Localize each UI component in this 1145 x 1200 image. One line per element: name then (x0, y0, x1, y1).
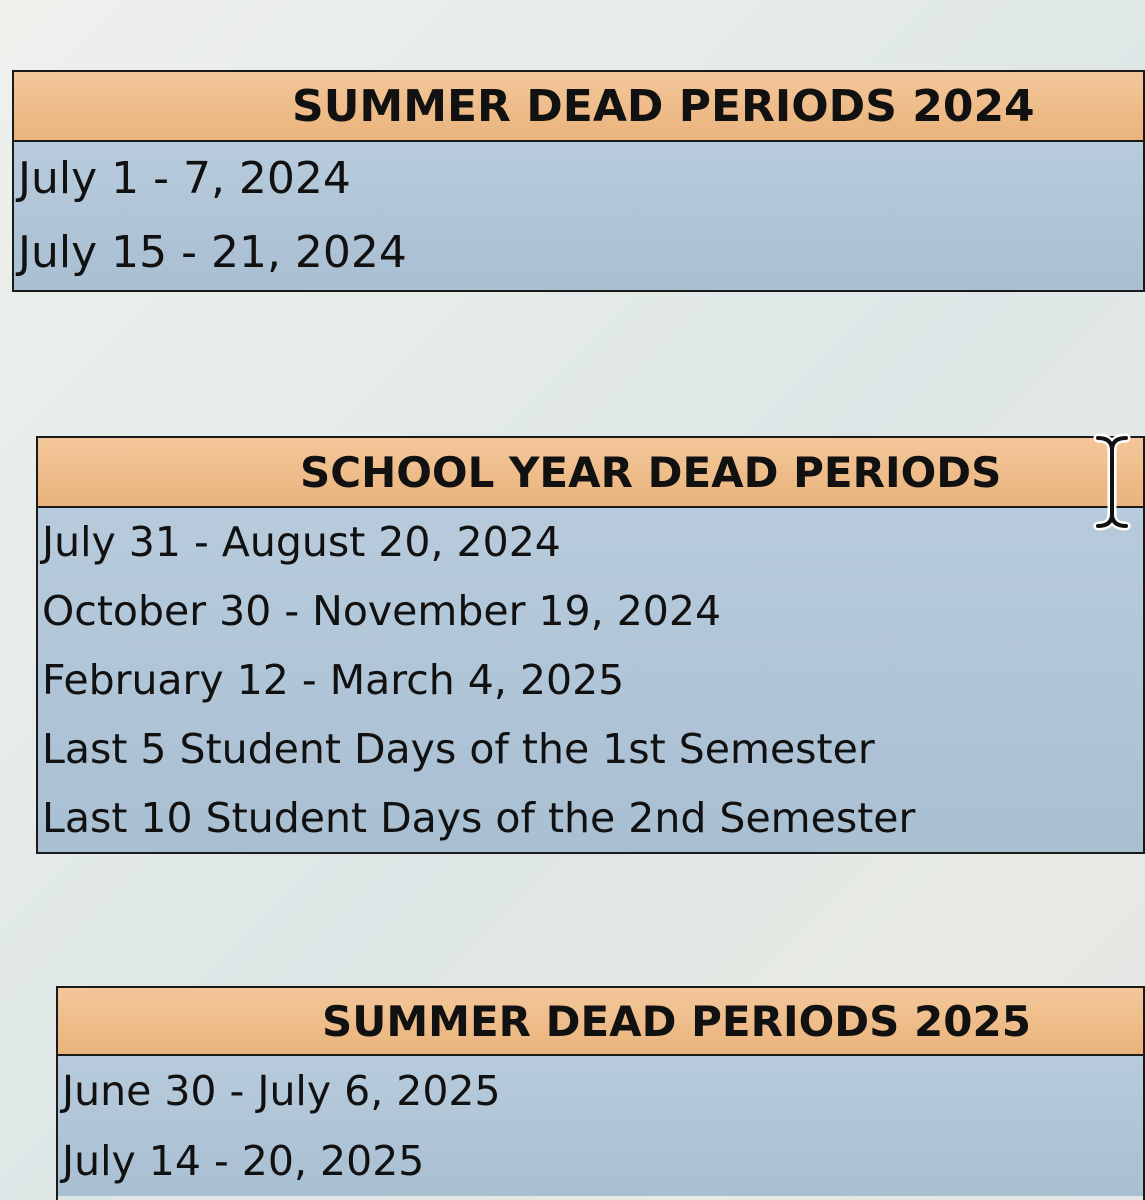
table-cell[interactable]: July 14 - 20, 2025 (62, 1137, 425, 1185)
table-body (58, 1056, 1143, 1196)
table-cell[interactable]: July 31 - August 20, 2024 (42, 518, 561, 566)
table-body (14, 142, 1143, 290)
summer-dead-periods-2024-table (12, 70, 1145, 292)
text-cursor-ibeam-icon (1084, 432, 1140, 532)
table-header[interactable]: SUMMER DEAD PERIODS 2025 (58, 988, 1143, 1056)
table-cell[interactable]: July 1 - 7, 2024 (18, 153, 351, 204)
table-cell[interactable]: February 12 - March 4, 2025 (42, 656, 625, 704)
table-header[interactable]: SCHOOL YEAR DEAD PERIODS (38, 438, 1143, 508)
table-cell[interactable]: June 30 - July 6, 2025 (62, 1067, 501, 1115)
table-cell[interactable]: October 30 - November 19, 2024 (42, 587, 722, 635)
school-year-dead-periods-table (36, 436, 1145, 854)
summer-dead-periods-2025-table (56, 986, 1145, 1200)
table-body (38, 508, 1143, 853)
table-cell[interactable]: July 15 - 21, 2024 (18, 227, 407, 278)
table-header[interactable]: SUMMER DEAD PERIODS 2024 (14, 72, 1143, 142)
table-cell[interactable]: Last 10 Student Days of the 2nd Semester (42, 794, 916, 842)
table-cell[interactable]: Last 5 Student Days of the 1st Semester (42, 725, 875, 773)
